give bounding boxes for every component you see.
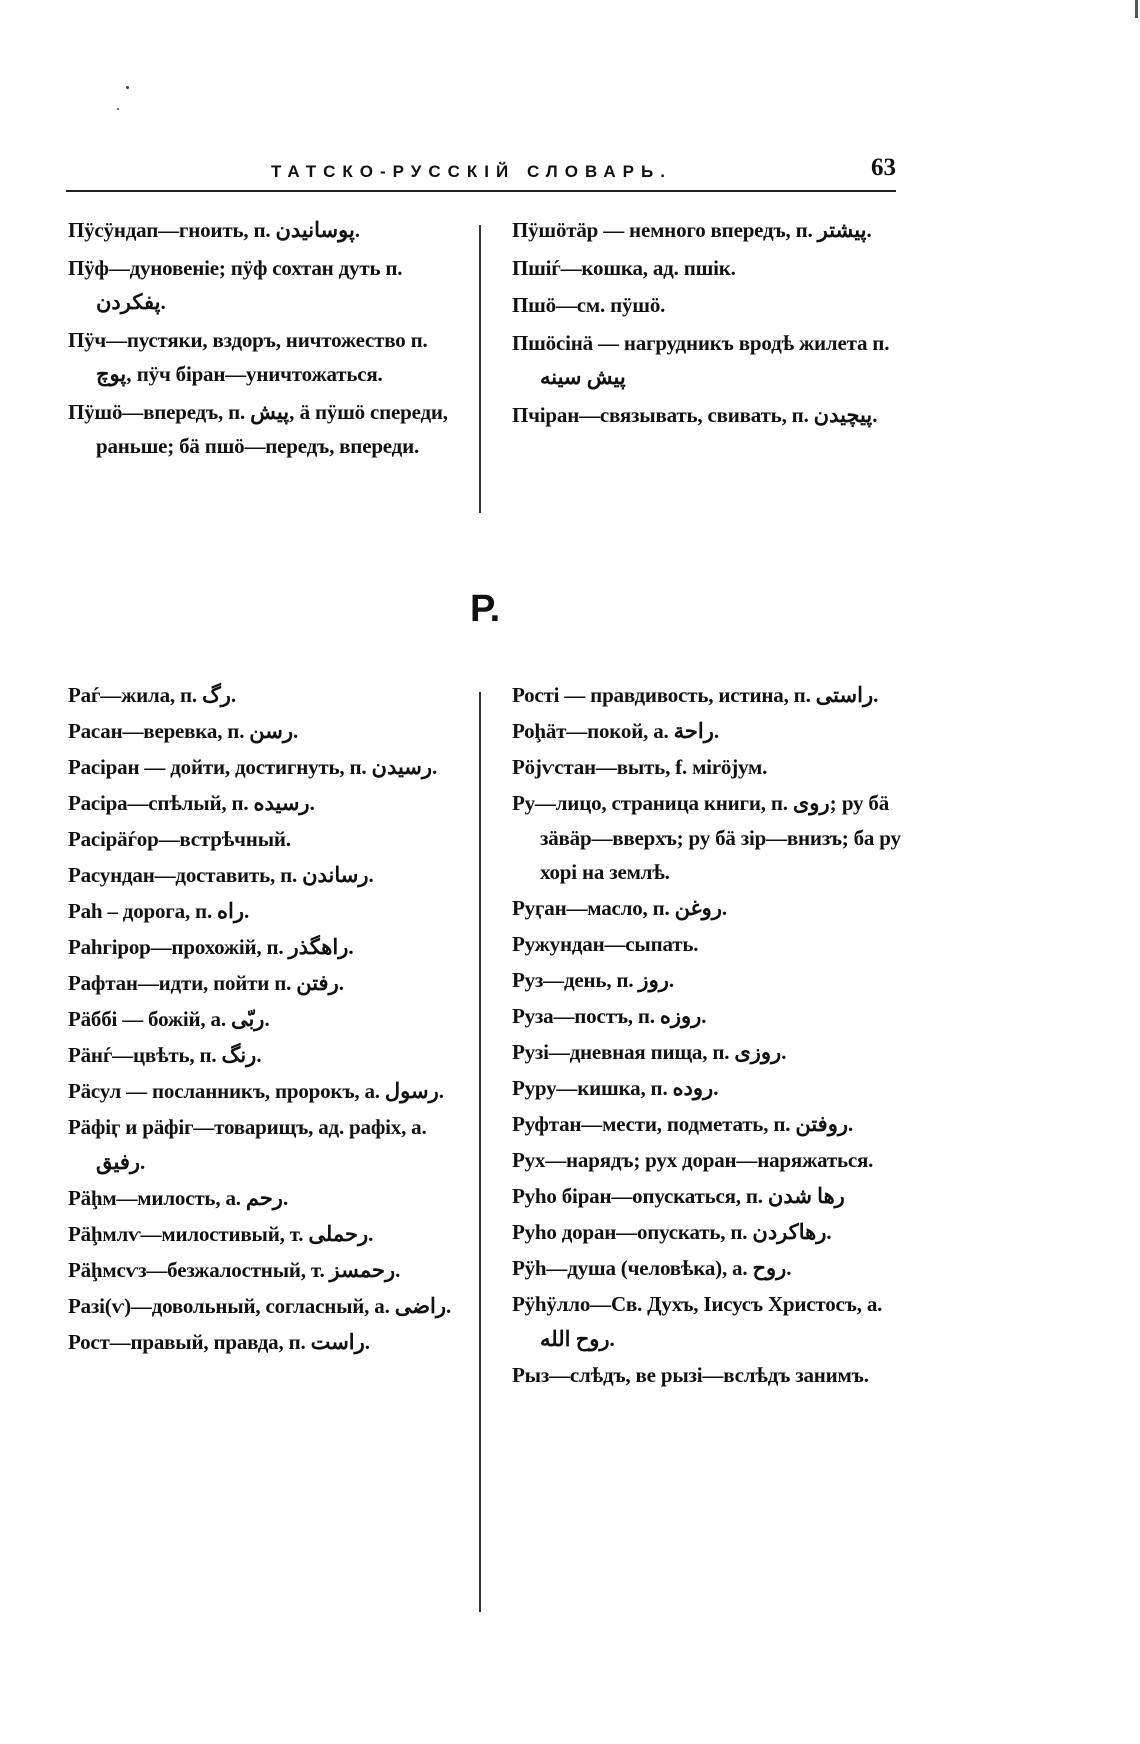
dictionary-entry: Рӱһӱлло—Св. Духъ, Іисусъ Христосъ, а. روح الله. <box>512 1292 883 1351</box>
entries-bottom-left-column <box>68 678 452 1361</box>
print-speck <box>117 108 119 110</box>
dictionary-entry: Рäфіӷ и рäфіг—товарищъ, ад. рафіх, а. رفيق. <box>68 1115 427 1174</box>
dictionary-entry: Ружундан—сыпать. <box>512 932 699 956</box>
print-speck <box>126 86 129 89</box>
dictionary-entry: Расундан—доставить, п. رساندن. <box>68 863 374 887</box>
running-title: ТАТСКО-РУССКІЙ СЛОВАРЬ. <box>271 162 672 181</box>
entries-top-right-column <box>512 213 897 435</box>
dictionary-entry: Расан—веревка, п. رسن. <box>68 719 299 743</box>
dictionary-entry: Рух—нарядъ; рух доран—наряжаться. <box>512 1148 874 1172</box>
dictionary-entry: Рості — правдивость, истина, п. راستى. <box>512 683 879 707</box>
dictionary-entry: Пчіран—связывать, свивать, п. پيچيدن. <box>512 402 878 427</box>
column-divider-top <box>479 225 481 513</box>
dictionary-entry: Пшö—см. пӱшö. <box>512 293 666 317</box>
dictionary-entry: Пшіѓ—кошка, ад. пшік. <box>512 255 736 280</box>
dictionary-entry: Руру—кишка, п. روده. <box>512 1076 719 1100</box>
dictionary-entry: Рäббі — божій, а. ربّى. <box>68 1007 270 1031</box>
dictionary-entry: Расіран — дойти, достигнуть, п. رسيدن. <box>68 755 438 779</box>
dictionary-entry: Руз—день, п. روز. <box>512 968 675 992</box>
dictionary-entry: Рäнѓ—цвѣть, п. رنگ. <box>68 1043 262 1067</box>
dictionary-entry: Руһо біран—опускаться, п. رها شدن <box>512 1184 845 1208</box>
dictionary-entry: Рäсул — посланникъ, пророкъ, а. رسول. <box>68 1079 444 1103</box>
dictionary-entry: Рäḩмлѵ—милостивый, т. رحملى. <box>68 1221 374 1246</box>
entries-top-left-column <box>68 213 448 467</box>
dictionary-entry: Пӱч—пустяки, вздоръ, ничтожество п. پوچ, пӱч біран—уничтожаться. <box>68 327 428 386</box>
dictionary-entry: Рöјѵстан—выть, f. міröјум. <box>512 755 768 779</box>
dictionary-entry: Руза—постъ, п. روزه. <box>512 1004 707 1028</box>
dictionary-entry: Расіра—спѣлый, п. رسيده. <box>68 791 315 815</box>
dictionary-entry: Рафтан—идти, пойти п. رفتن. <box>68 971 344 995</box>
dictionary-entry: Пӱсӱндап—гноить, п. پوسانيدن. <box>68 218 361 242</box>
dictionary-entry: Рӱһ—душа (человѣка), а. روح. <box>512 1256 792 1280</box>
dictionary-entry: Рузі—дневная пища, п. روزى. <box>512 1040 787 1064</box>
dictionary-entry: Роḩäт—покой, а. راحة. <box>512 719 720 743</box>
entries-bottom-right-column <box>512 678 905 1394</box>
section-heading-letter: Р. <box>470 588 501 630</box>
page-header <box>66 150 896 192</box>
dictionary-entry: Расірäѓор—встрѣчный. <box>68 827 291 851</box>
dictionary-entry: Раһгірор—прохожій, п. راهگذر. <box>68 935 354 959</box>
column-divider-bottom <box>479 692 481 1612</box>
dictionary-entry: Раһ – дорога, п. راه. <box>68 899 250 923</box>
dictionary-entry: Пшöсінä — нагрудникъ вродѣ жилета п. پيش سينه <box>512 330 890 389</box>
page-edge-mark <box>1135 0 1138 18</box>
dictionary-entry: Пӱшöтäр — немного впередъ, п. پيشتر. <box>512 218 872 242</box>
dictionary-entry: Пӱшö—впередъ, п. پيش, ä пӱшö спереди, раньше; бä пшö—передъ, впереди. <box>68 399 448 458</box>
dictionary-entry: Раѓ—жила, п. رگ. <box>68 683 237 707</box>
dictionary-entry: Руһо доран—опускать, п. رهاكردن. <box>512 1220 832 1244</box>
dictionary-entry: Руӷан—масло, п. روغن. <box>512 896 728 920</box>
page-number: 63 <box>871 154 896 181</box>
dictionary-entry: Пӱф—дуновеніе; пӱф сохтан дуть п. پفكردن. <box>68 255 403 314</box>
dictionary-entry: Ру—лицо, страница книги, п. روى; ру бä зäвäр—вверхъ; ру бä зір—внизъ; ба ру хорі на землѣ. <box>512 791 901 884</box>
dictionary-entry: Рыз—слѣдъ, ве рызі—вслѣдъ занимъ. <box>512 1362 869 1387</box>
dictionary-entry: Рäḩмсѵз—безжалостный, т. رحمسز. <box>68 1257 401 1282</box>
dictionary-entry: Руфтан—мести, подметать, п. روفتن. <box>512 1112 854 1136</box>
dictionary-entry: Рäḩм—милость, а. رحم. <box>68 1185 289 1210</box>
dictionary-entry: Разі(ѵ)—довольный, согласный, а. راضى. <box>68 1293 452 1318</box>
dictionary-entry: Рост—правый, правда, п. راست. <box>68 1329 371 1354</box>
